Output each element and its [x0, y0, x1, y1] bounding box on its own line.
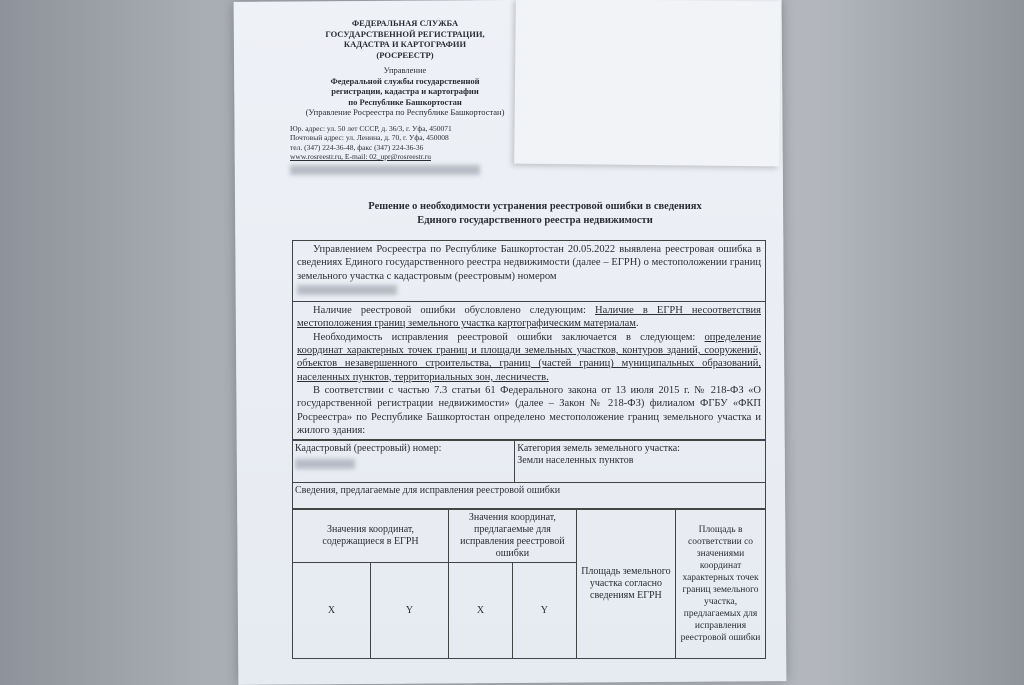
col-x-egrn: X [293, 563, 371, 659]
document-title [300, 200, 770, 228]
paragraph-reason: Наличие реестровой ошибки обусловлено следующим: Наличие в ЕГРН несоответствия местоположения границ земельного участка картографическим материалам. [297, 305, 761, 330]
redacted-cadastral-number [297, 285, 397, 295]
category-label: Категория земель земельного участка: [517, 443, 680, 455]
reasons-box [292, 302, 766, 440]
org-name-4: (РОСРЕЕСТР) [376, 49, 434, 60]
section-label: Сведения, предлагаемые для исправления реестровой ошибки [293, 483, 766, 509]
cadastral-cell [293, 441, 515, 483]
redacted-cadastral-value [295, 459, 355, 469]
address-postal: Почтовый адрес: ул. Ленина, д. 70, г. Уфа, 450008 [290, 133, 449, 142]
cadastral-label: Кадастровый (реестровый) номер: [295, 443, 442, 455]
title-line-2: Единого государственного реестра недвижимости [417, 215, 653, 226]
overlapping-sheet [514, 0, 781, 166]
necessity-value: определение координат характерных точек границ и площади земельных участков, контуров зданий, сооружений, объектов незавершенного строительства, границ (частей границ) муниципальных образований, населенных пунктов, территориальных зон, лесничеств. [297, 331, 761, 383]
address-block [290, 124, 520, 162]
paragraph-law: В соответствии с частью 7.3 статьи 61 Федерального закона от 13 июля 2015 г. № 218-ФЗ «О государственной регистрации недвижимости» (далее – Закон № 218-ФЗ) филиалом ФГБУ «ФКП Росреестра» по Республике Башкортостан определено местоположение границ земельного участка и жилого здания: [297, 384, 761, 436]
category-cell [515, 441, 766, 483]
org-name-2: ГОСУДАРСТВЕННОЙ РЕГИСТРАЦИИ, [325, 28, 485, 39]
paragraph-error-detected: Управлением Росреестра по Республике Башкортостан 20.05.2022 выявлена реестровая ошибка в сведениях Единого государственного реестра недвижимости (далее – ЕГРН) о местоположении границ земельного участка с кадастровым (реестровым) номером [297, 244, 761, 282]
dept-2: регистрации, кадастра и картографии [331, 86, 479, 96]
reason-lead: Наличие реестровой ошибки обусловлено следующим: [313, 305, 596, 317]
redacted-recipient [290, 165, 480, 175]
dept-1: Федеральной службы государственной [330, 75, 480, 86]
dept-label: Управление [383, 65, 427, 75]
document-body [292, 240, 766, 659]
org-name-1: ФЕДЕРАЛЬНАЯ СЛУЖБА [351, 18, 459, 28]
title-line-1: Решение о необходимости устранения реестровой ошибки в сведениях [368, 201, 702, 212]
dept-short: (Управление Росреестра по Республике Башкортостан) [305, 107, 505, 117]
header-proposed-area: Площадь в соответствии со значениями координат характерных точек границ земельного участка, предлагаемых для исправления реестровой ошибки [676, 510, 766, 659]
necessity-lead: Необходимость исправления реестровой ошибки заключается в следующем: [313, 331, 705, 343]
col-y-proposed: Y [512, 563, 576, 659]
web-email: www.rosreestr.ru, E-mail: 02_upr@rosreestr.ru [290, 152, 431, 161]
error-detected-box [292, 240, 766, 302]
cadastral-table [292, 440, 766, 509]
paragraph-necessity [297, 331, 761, 384]
dept-3: по Республике Башкортостан [348, 96, 462, 107]
header-egrn-area: Площадь земельного участка согласно сведениям ЕГРН [576, 510, 675, 659]
col-y-egrn: Y [371, 563, 449, 659]
header-proposed-coords: Значения координат, предлагаемые для исправления реестровой ошибки [449, 510, 577, 563]
header-egrn-coords: Значения координат, содержащиеся в ЕГРН [293, 510, 449, 563]
letterhead [290, 10, 520, 177]
reason-value: Наличие в ЕГРН несоответствия местоположения границ земельного участка картографическим материалам [297, 305, 761, 330]
category-value: Земли населенных пунктов [517, 455, 634, 467]
coordinates-table [292, 509, 766, 659]
address-legal: Юр. адрес: ул. 50 лет СССР, д. 36/3, г. Уфа, 450071 [290, 123, 452, 133]
org-name-3: КАДАСТРА И КАРТОГРАФИИ [343, 39, 467, 49]
phone-fax: тел. (347) 224-36-48, факс (347) 224-36-36 [290, 142, 424, 152]
col-x-proposed: X [449, 563, 513, 659]
